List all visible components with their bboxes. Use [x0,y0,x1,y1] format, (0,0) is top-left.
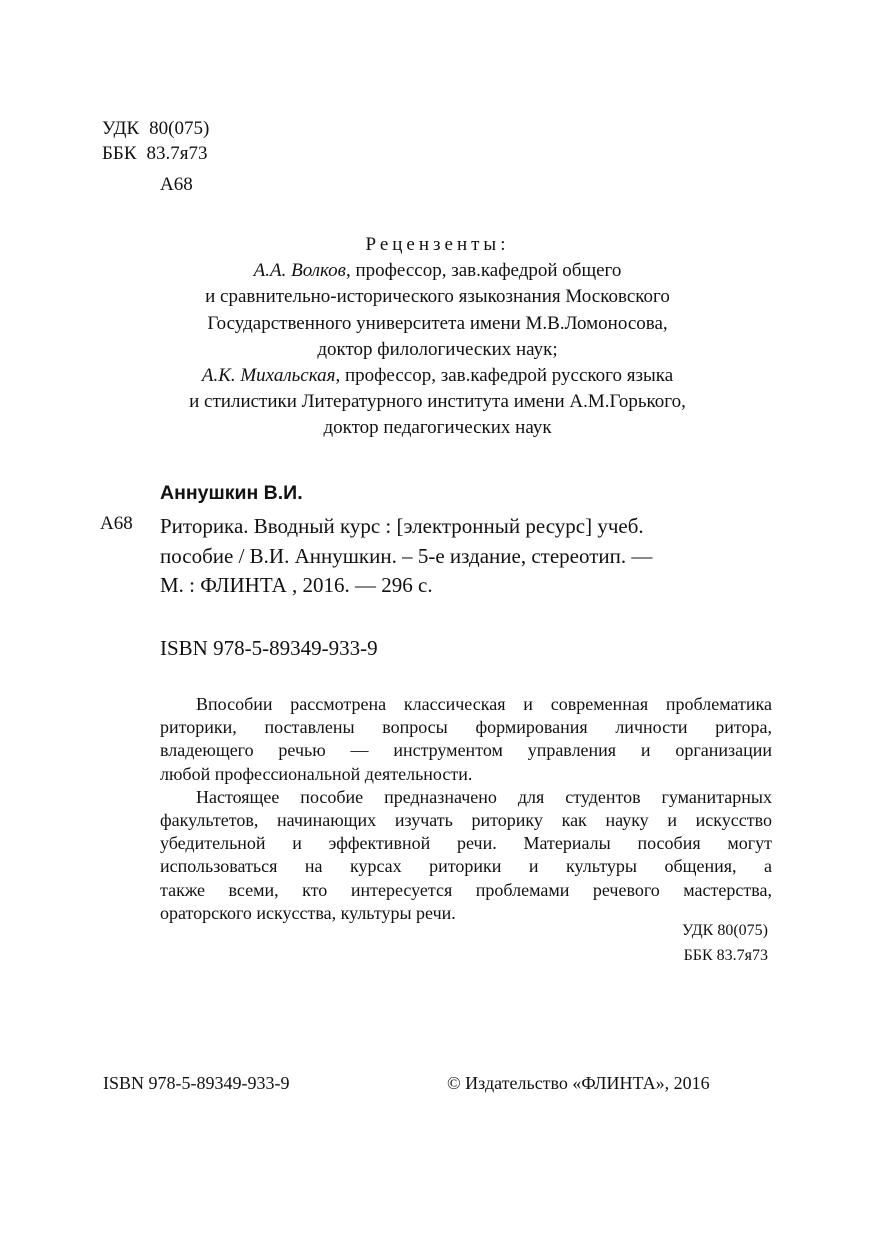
reviewer-1-line-4: доктор филологических наук; [317,338,558,360]
reviewer-1-title: , профессор, зав.кафедрой общего [345,260,622,282]
reviewer-2-line-2: и стилистики Литературного института имени А.М.Горького, [189,391,686,413]
annotation-line: любой профессиональной деятельности. [160,763,473,784]
footer-isbn: ISBN 978-5-89349-933-9 [103,1073,290,1093]
annotation-line: использоваться на курсах риторики и культуры общения, а [160,856,772,877]
bib-line-2: пособие / В.И. Аннушкин. – 5-е издание, стереотип. — [160,543,653,568]
reviewer-1-name: А.А. Волков [253,260,346,282]
reviewer-1-line-3: Государственного университета имени М.В.Ломоносова, [207,312,668,334]
reviewer-1-line-1 [0,258,875,284]
annotation-line: убедительной и эффективной речи. Материалы пособия могут [160,833,772,854]
annotation-line: Впособии рассмотрена классическая и современная проблематика [196,694,772,714]
annotation-udk: УДК 80(075) [682,922,768,939]
book-author: Аннушкин В.И. [160,482,303,504]
annotation-bbk: ББК 83.7я73 [683,947,768,964]
reviewer-2-line-1 [0,363,875,389]
reviewer-2-title: , профессор, зав.кафедрой русского языка [335,365,674,387]
reviewers-heading: Рецензенты: [365,234,510,255]
udk-value: 80(075) [149,118,210,139]
udk-line [102,116,209,142]
annotation-line: также всеми, кто интересуется проблемами речевого мастерства, [160,879,772,900]
bib-line-1: Риторика. Вводный курс : [электронный ресурс] учеб. [160,514,644,538]
reviewer-1-line-2: и сравнительно-исторического языкознания Московского [205,286,670,308]
reviewer-2-name: А.К. Михальская [201,365,336,387]
annotation-line: факультетов, начинающих изучать риторику как науку и искусство [160,810,772,831]
reviewers-block [0,232,875,442]
bib-author-sign: А68 [100,513,133,534]
annotation-line: риторики, поставлены вопросы формирования личности ритора, [160,717,772,738]
reviewer-2-line-3: доктор педагогических наук [323,417,552,439]
bib-line-3: М. : ФЛИНТА , 2016. — 296 с. [160,573,433,597]
bbk-value: 83.7я73 [146,143,208,164]
copyright: © Издательство «ФЛИНТА», 2016 [447,1073,710,1093]
bib-description [160,512,775,601]
annotation-line: Настоящее пособие предназначено для студентов гуманитарных [196,786,772,807]
annotation-line: ораторского искусства, культуры речи. [160,902,456,923]
bbk-label: ББК [102,143,137,164]
bbk-line [102,141,208,167]
udk-label: УДК [102,118,140,139]
annotation-line: владеющего речью — инструментом управления и организации [160,740,772,761]
isbn-main: ISBN 978-5-89349-933-9 [160,636,378,660]
author-sign: А68 [160,174,193,195]
annotation [160,693,772,925]
